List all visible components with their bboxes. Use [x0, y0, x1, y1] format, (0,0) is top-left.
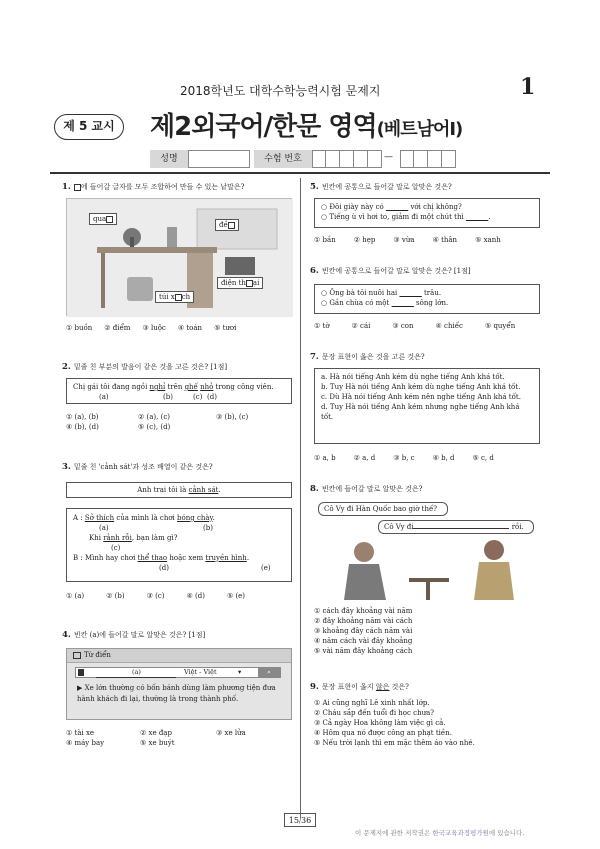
name-field[interactable] — [188, 150, 250, 168]
speech-bubble-answer: Cô Vy đi rồi. — [378, 520, 534, 534]
option[interactable]: ② đây khoảng năm vài cách — [314, 617, 413, 625]
session-badge: 제 5 교시 — [54, 114, 124, 140]
option[interactable]: ① a, b — [314, 454, 336, 462]
speech-bubble-question: Cô Vy đi Hàn Quốc bao giờ thế? — [318, 502, 448, 516]
question-7-options — [314, 454, 540, 462]
search-icon[interactable]: ⌕ — [258, 668, 280, 677]
dictionary-title-bar: Từ điển — [67, 649, 291, 663]
exam-title: 2018학년도 대학수학능력시험 문제지 — [180, 84, 381, 98]
question-number: 8. — [310, 484, 319, 494]
question-6-options — [314, 322, 540, 330]
option[interactable]: ② xe đạp — [140, 729, 172, 737]
copyright-notice: 이 문제지에 관한 저작권은 한국교육과정평가원에 있습니다. — [355, 829, 525, 837]
exam-number-cell[interactable] — [312, 150, 326, 168]
exam-number-cell[interactable] — [400, 150, 414, 168]
book-icon — [73, 652, 81, 659]
option[interactable]: ④ (b), (d) — [66, 423, 99, 431]
option[interactable]: ② hẹp — [353, 236, 376, 244]
header-divider — [50, 172, 550, 174]
option[interactable]: ② (a), (c) — [138, 413, 170, 421]
question-3-stem: 3. 밑줄 친 'cảnh sát'과 성조 배열이 같은 것은? — [62, 462, 213, 472]
question-7-stem: 7. 문장 표현이 옳은 것을 고른 것은? — [310, 352, 425, 362]
exam-number-cell[interactable] — [340, 150, 354, 168]
name-and-number-bar — [150, 150, 450, 168]
question-number: 9. — [310, 682, 319, 692]
option[interactable]: ③ xe lửa — [216, 729, 246, 737]
exam-number-label: 수험 번호 — [254, 150, 312, 168]
option[interactable]: ③ Cả ngày Hoa không làm việc gì cả. — [314, 719, 446, 727]
dictionary-window — [66, 648, 292, 720]
label-dien-thoai: điện th ại — [217, 277, 263, 289]
question-8-stem: 8. 빈칸에 들어갈 말로 알맞은 것은? — [310, 484, 423, 494]
option[interactable]: ① Ai cũng nghĩ Lê xinh nhất lớp. — [314, 699, 430, 707]
question-5-box: ○ Đôi giày này có với chị không? ○ Tiếng ù vì hơi to, giảm đi một chút thì . — [314, 198, 540, 228]
question-7-box — [314, 368, 540, 444]
blank-square-icon — [106, 216, 113, 223]
option[interactable]: ① tài xe — [66, 729, 95, 737]
option[interactable]: ⑤ quyển — [484, 322, 516, 330]
option[interactable]: ⑤ (c), (d) — [138, 423, 171, 431]
subject-suffix: (베트남어Ⅰ) — [376, 119, 463, 140]
statement: b. Tuy Hà nói tiếng Anh kém dù nghe tiếng Anh khá tốt. — [321, 383, 521, 391]
question-3-reference-box: Anh trai tôi là cảnh sát. — [66, 482, 292, 498]
question-1-stem: 1. 에 들어갈 글자를 모두 조합하여 만들 수 있는 낱말은? — [62, 182, 245, 192]
question-4-options — [66, 728, 292, 748]
exam-number-cell[interactable] — [354, 150, 368, 168]
option[interactable]: ③ (b), (c) — [216, 413, 249, 421]
option[interactable]: ⑤ c, d — [472, 454, 494, 462]
option[interactable]: ② cái — [351, 322, 371, 330]
option[interactable]: ① cách đây khoảng vài năm — [314, 607, 413, 615]
option[interactable]: ④ (d) — [186, 592, 205, 600]
question-number: 3. — [62, 462, 71, 472]
exam-number-cell[interactable] — [414, 150, 428, 168]
option[interactable]: ③ (c) — [146, 592, 165, 600]
question-3-dialogue-box: A : Sở thích của mình là chơi bóng chày. (a) (b) Khi rảnh rỗi, bạn làm gì? (c) B : Mình hay chơi thể thao hoặc xem truyền hình. (d) (e) — [66, 508, 292, 582]
question-number: 2. — [62, 362, 71, 372]
option[interactable]: ① (a), (b) — [66, 413, 99, 421]
language-select[interactable]: Việt - Việt — [184, 668, 217, 676]
dictionary-search-bar[interactable] — [75, 667, 281, 678]
name-label: 성명 — [150, 150, 188, 168]
question-number: 6. — [310, 266, 319, 276]
option[interactable]: ① buồn — [66, 324, 93, 332]
option[interactable]: ③ b, c — [393, 454, 415, 462]
page-counter: 15/36 — [284, 813, 316, 827]
option[interactable]: ③ con — [392, 322, 414, 330]
question-3-options — [66, 592, 292, 600]
question-2-options — [66, 412, 292, 432]
label-tui-xach: túi x ch — [155, 291, 194, 303]
subject-name: 제2외국어/한문 영역 — [150, 112, 377, 142]
option[interactable]: ④ toán — [177, 324, 203, 332]
question-1-options — [66, 324, 292, 332]
question-number: 4. — [62, 630, 71, 640]
exam-number-cell[interactable] — [326, 150, 340, 168]
question-6-stem: 6. 빈칸에 공통으로 들어갈 말로 알맞은 것은? [1점] — [310, 266, 471, 276]
question-number: 1. — [62, 182, 71, 192]
option[interactable]: ① (a) — [66, 592, 85, 600]
question-1-illustration — [66, 198, 292, 316]
option[interactable]: ④ Hôm qua nó được công an phạt tiền. — [314, 729, 452, 737]
option[interactable]: ① bần — [314, 236, 336, 244]
column-divider — [300, 178, 301, 818]
option[interactable]: ③ khoảng đây cách năm vài — [314, 627, 413, 635]
option[interactable]: ④ năm cách vài đây khoảng — [314, 637, 413, 645]
option[interactable]: ④ b, d — [432, 454, 455, 462]
option[interactable]: ② điểm — [104, 324, 131, 332]
option[interactable]: ② (b) — [106, 592, 125, 600]
current-page: 15 — [288, 816, 299, 825]
option[interactable]: ⑤ xanh — [475, 236, 501, 244]
option[interactable]: ⑤ (e) — [226, 592, 246, 600]
chevron-down-icon[interactable]: ▾ — [238, 668, 242, 676]
question-6-box: ○ Ông bà tôi nuôi hai trâu. ○ Gần chùa có một sông lớn. — [314, 284, 540, 314]
blank-square-icon — [175, 294, 182, 301]
question-9-stem: 9. 문장 표현이 옳지 않은 것은? — [310, 682, 409, 692]
definition-text: ▶ Xe lớn thường có bốn bánh dùng làm phương tiện đưa hành khách đi lại, thường là trong thành phố. — [77, 684, 276, 703]
total-pages: 36 — [301, 816, 312, 825]
blank-square-icon — [246, 280, 253, 287]
option[interactable]: ② a, d — [353, 454, 376, 462]
question-4-stem: 4. 빈칸 (a)에 들어갈 말로 알맞은 것은? [1점] — [62, 630, 206, 640]
exam-number-cell[interactable] — [428, 150, 442, 168]
home-icon — [78, 669, 84, 676]
option[interactable]: ⑤ tươi — [214, 324, 237, 332]
question-2-sentence-box: Chị gái tôi đang ngồi nghỉ trên ghế nhỏ trong công viên. (a) (b) (c) (d) — [66, 378, 292, 404]
statement: c. Dù Hà nói tiếng Anh kém nên nghe tiếng Anh khá tốt. — [321, 393, 521, 401]
page-number: 1 — [520, 74, 536, 100]
blank-underline — [96, 677, 176, 678]
question-number: 5. — [310, 182, 319, 192]
question-2-stem: 2. 밑줄 친 부분의 발음이 같은 것을 고른 것은? [1점] — [62, 362, 228, 372]
blank-mark: (a) — [132, 668, 141, 676]
option[interactable]: ⑤ vài năm đây khoảng cách — [314, 647, 413, 655]
question-8-options — [314, 606, 540, 656]
exam-number-dash: — — [384, 152, 393, 162]
option[interactable]: ④ thân — [432, 236, 458, 244]
statement: a. Hà nói tiếng Anh kém dù nghe tiếng Anh khá tốt. — [321, 373, 505, 381]
option[interactable]: ④ máy bay — [66, 739, 105, 747]
question-9-options — [314, 698, 540, 748]
option[interactable]: ⑤ xe buýt — [140, 739, 175, 747]
label-qua: qua — [89, 213, 117, 225]
question-number: 7. — [310, 352, 319, 362]
question-5-stem: 5. 빈칸에 공통으로 들어갈 말로 알맞은 것은? — [310, 182, 452, 192]
exam-number-cell[interactable] — [368, 150, 382, 168]
blank-square-icon — [74, 184, 81, 191]
option[interactable]: ③ vừa — [393, 236, 415, 244]
statement: d. Tuy Hà nói tiếng Anh kém nhưng nghe tiếng Anh khá tốt. — [321, 403, 520, 421]
option[interactable]: ② Cháu sắp đến tuổi đi học chưa? — [314, 709, 435, 717]
question-8-illustration — [314, 500, 540, 600]
question-5-options — [314, 236, 540, 244]
option[interactable]: ③ luộc — [142, 324, 166, 332]
option[interactable]: ⑤ Nếu trời lạnh thì em mặc thêm áo vào nhé. — [314, 739, 475, 747]
subject-title — [150, 106, 462, 143]
label-de: đề — [215, 219, 239, 231]
option[interactable]: ④ chiếc — [435, 322, 463, 330]
blank-square-icon — [228, 222, 235, 229]
exam-number-cell[interactable] — [442, 150, 456, 168]
option[interactable]: ① tờ — [314, 322, 330, 330]
